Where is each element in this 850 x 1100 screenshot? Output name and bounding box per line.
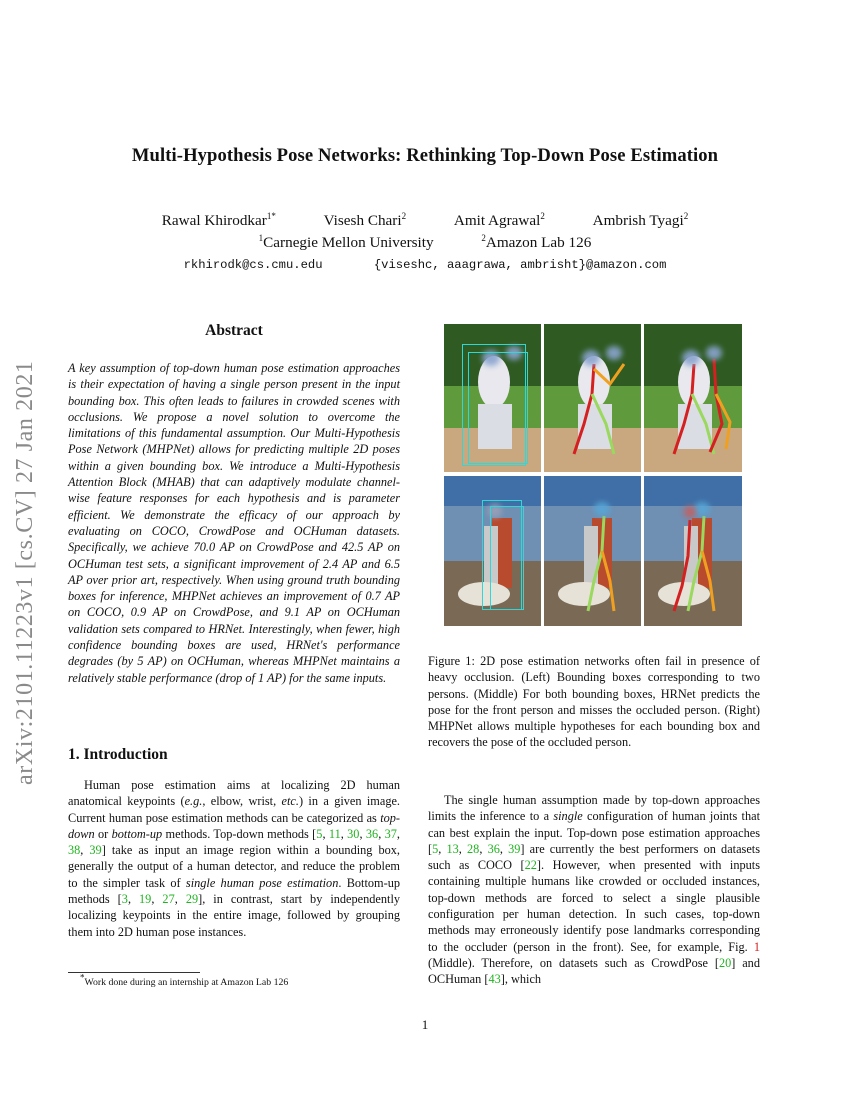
citation-link[interactable]: 19 (139, 892, 152, 907)
face-blur (706, 346, 722, 360)
email: {viseshc, aaagrawa, ambrisht}@amazon.com (373, 258, 667, 272)
text-run: ] are currently the best performers on datasets such as COCO [ (428, 841, 760, 873)
author (162, 212, 276, 230)
email-list (0, 258, 850, 272)
author-sup: 1* (266, 210, 276, 221)
bounding-box (490, 506, 524, 610)
author (593, 212, 689, 230)
face-blur (694, 502, 710, 516)
citation-link[interactable]: 3 (121, 892, 128, 907)
sea (544, 476, 641, 506)
text-run: (Middle). Therefore, on datasets such as CrowdPose [ (428, 955, 719, 970)
arxiv-stamp (10, 305, 50, 785)
text-run: ], which (500, 972, 542, 987)
email: rkhirodk@cs.cmu.edu (183, 258, 323, 272)
affiliation-sup: 2 (481, 232, 486, 243)
arxiv-stamp-text: arXiv:2101.11223v1 [cs.CV] 27 Jan 2021 (12, 360, 38, 785)
citation-link[interactable]: 28 (467, 841, 480, 856)
citation-link[interactable]: 43 (488, 972, 501, 987)
intro-heading: 1. Introduction (68, 746, 168, 763)
citation-link[interactable]: 11 (328, 826, 341, 841)
author (454, 212, 545, 230)
abstract-text: A key assumption of top-down human pose estimation approaches is their expectation of having a single person present in the input bounding box. This often leads to failures in crowded scenes with occlusions. We propose a novel solution to overcome the limitations of this fundamental assumption. Our Multi-Hypothesis Pose Network (MHPNet) allows for predicting multiple 2D poses within a given bounding box. We introduce a Multi-Hypothesis Attention Block (MHAB) that can adaptively modulate channel-wise feature responses for each hypothesis and is parameter efficient. We demonstrate the efficacy of our approach by evaluating on COCO, CrowdPose and OCHuman datasets. Specifically, we achieve 70.0 AP on CrowdPose and 42.5 AP on OCHuman test sets, a significant improvement of 2.4 AP and 6.5 AP over prior art, respectively. When using ground truth bounding boxes for inference, MHPNet achieves an improvement of 0.7 AP on COCO, 0.9 AP on CrowdPose, and 9.1 AP on OCHuman validation sets compared to HRNet. Interestingly, when fewer, high confidence bounding boxes are used, HRNet's performance degrades (by 5 AP) on OCHuman, whereas MHPNet maintains a relatively stable performance (drop of 1 AP) for the same inputs. (68, 361, 400, 685)
sea (644, 476, 742, 506)
figure-panel-top-right (644, 324, 742, 472)
footnote-rule (68, 972, 200, 973)
text-run: top-down (68, 810, 400, 841)
citation-link[interactable]: 37 (384, 826, 397, 841)
figure-panel-bottom-middle (544, 476, 641, 626)
page-number: 1 (421, 1017, 429, 1032)
citation-link[interactable]: 5 (316, 826, 323, 841)
text-run: , elbow, wrist, (202, 794, 282, 809)
citation-link[interactable]: 20 (718, 955, 732, 970)
footnote (80, 972, 289, 988)
face-blur (594, 502, 610, 516)
beach-photo-mhpnet (644, 476, 742, 626)
paper-title: Multi-Hypothesis Pose Networks: Rethinking Top-Down Pose Estimation (131, 145, 719, 166)
citation-link[interactable]: 13 (446, 841, 459, 856)
affiliation (259, 234, 434, 252)
footnote-text: Work done during an internship at Amazon Lab 126 (84, 977, 289, 988)
author-sup: 2 (401, 210, 407, 221)
text-run: ] take as input an image region within a bounding box, generally the output of a human detector, and reduce the problem to the simpler task of (68, 843, 400, 890)
author-name: Visesh Chari (323, 212, 402, 229)
text-run: ], in contrast, start by independently localizing keypoints in the entire image, followed by grouping them into 2D human pose instances. (68, 892, 401, 939)
citation-link[interactable]: 29 (185, 892, 199, 907)
citation-link[interactable]: 22 (524, 858, 537, 873)
citation-link[interactable]: 39 (508, 841, 521, 856)
citation-link[interactable]: 30 (347, 826, 360, 841)
author-sup: 2 (683, 210, 689, 221)
baseball-photo-hrnet (544, 324, 641, 472)
affiliation-name: Carnegie Mellon University (263, 234, 434, 251)
figure-reference-link[interactable]: 1 (753, 939, 760, 954)
citation-link[interactable]: 38 (68, 843, 81, 858)
citation-link[interactable]: 36 (365, 826, 379, 841)
author-name: Rawal Khirodkar (161, 212, 267, 229)
affiliation-list (0, 234, 850, 252)
text-run: e.g. (184, 794, 203, 809)
text-run: single (553, 809, 583, 824)
text-run: ) in a given image. Current human pose estimation methods can be categorized as (68, 794, 400, 825)
author-list (0, 212, 850, 230)
text-run: methods. Top-down methods [ (162, 826, 317, 841)
text-run: ]. However, when presented with inputs containing multiple humans like crowded or occluded instances, top-down methods are forced to select a single plausible configuration per human detection. In such cases, top-down methods may erroneously identify pose landmarks corresponding to the occluder (person in the front). See, for example, Fig. (428, 858, 760, 954)
citation-link[interactable]: 5 (432, 841, 439, 856)
footnote-mark: * (80, 972, 85, 983)
author-sup: 2 (540, 210, 545, 221)
text-run: or (94, 826, 112, 841)
author-name: Amit Agrawal (453, 212, 541, 229)
text-run: ] and OCHuman [ (428, 955, 760, 987)
figure-caption: Figure 1: 2D pose estimation networks often fail in presence of heavy occlusion. (Left) Bounding boxes corresponding to two persons. (Middle) For both bounding boxes, HRNet predicts the pose for the front person and misses the occluded person. (Right) MHPNet allows multiple hypotheses for each bounding box and recovers the pose of the occluded person. (428, 654, 760, 750)
body-paragraph (428, 792, 760, 988)
face-blur (606, 346, 622, 360)
abstract-heading: Abstract (205, 322, 263, 339)
dog (658, 582, 710, 606)
figure-panel-bottom-right (644, 476, 742, 626)
affiliation (481, 234, 591, 252)
figure-panel-top-middle (544, 324, 641, 472)
citation-link[interactable]: 27 (162, 892, 175, 907)
text-run: single human pose estimation (185, 875, 339, 890)
dog (558, 582, 610, 606)
citation-list: 3, 19, 27, 29 (121, 892, 199, 907)
affiliation-name: Amazon Lab 126 (485, 234, 592, 251)
text-run: configuration of human joints that can best explain the input. Top-down pose estimation approaches [ (428, 809, 760, 856)
author-name: Ambrish Tyagi (592, 212, 684, 229)
baseball-photo-mhpnet (644, 324, 742, 472)
text-run: bottom-up (111, 826, 163, 841)
text-run: . Bottom-up methods [ (68, 875, 400, 907)
citation-link[interactable]: 36 (487, 841, 500, 856)
beach-photo-hrnet (544, 476, 641, 626)
text-run: etc. (281, 794, 299, 809)
citation-list: 5, 11, 30, 36, 37, 38, 39 (68, 826, 400, 858)
intro-paragraph (68, 777, 400, 940)
figure-panel-top-left (444, 324, 541, 472)
text-run: The single human assumption made by top-down approaches limits the inference to a (428, 793, 760, 824)
figure-panel-bottom-left (444, 476, 541, 626)
face-blur (682, 350, 700, 366)
author (324, 212, 406, 230)
citation-list: 5, 13, 28, 36, 39 (432, 841, 521, 856)
face-blur (684, 506, 696, 518)
text-run: Human pose estimation aims at localizing 2D human anatomical keypoints ( (68, 778, 400, 809)
face-blur (582, 350, 600, 366)
affiliation-sup: 1 (258, 232, 264, 243)
figure-1 (444, 324, 742, 626)
citation-link[interactable]: 39 (89, 843, 102, 858)
bounding-box (468, 352, 528, 464)
